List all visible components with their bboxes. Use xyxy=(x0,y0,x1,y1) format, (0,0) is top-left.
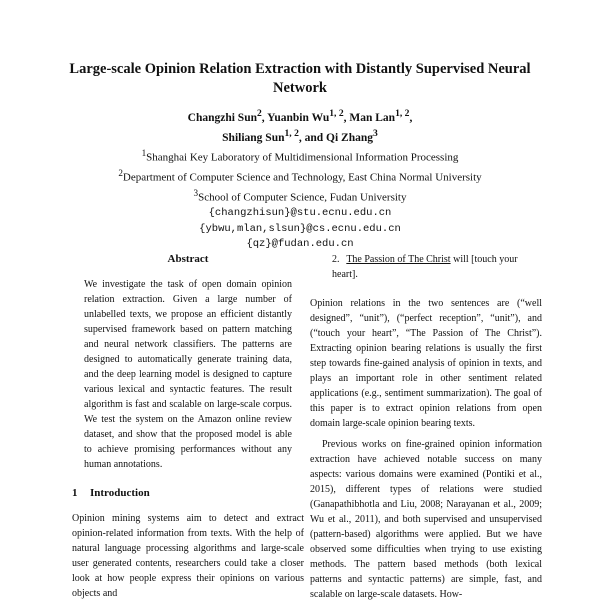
paper-title: Large-scale Opinion Relation Extraction with Distantly Supervised Neural Network xyxy=(69,61,531,96)
affiliation xyxy=(60,166,540,186)
example-sentence xyxy=(310,252,542,282)
affiliation-text: School of Computer Science, Fudan University xyxy=(198,191,407,204)
section-heading xyxy=(72,486,304,501)
author-list xyxy=(60,106,540,146)
body-paragraph: Opinion relations in the two sentences are (“well designed”, “unit”), (“perfect reception”, “unit”), and (“touch your heart”, “The Passion of The Christ”). Extracting opinion bearing relations is usually the first step towards fine-gained analysis of opinion in texts, and plays an important role in other sentiment related applications (e.g., sentiment summarization). The goal of this paper is to extract opinion relations from open domain large-scale opinion bearing texts. xyxy=(310,298,542,429)
author-affil-sup: 1, 2 xyxy=(329,108,344,119)
email: {qz}@fudan.edu.cn xyxy=(246,238,354,251)
affiliation-sup: 3 xyxy=(193,188,199,199)
affiliation-sup: 2 xyxy=(118,168,123,179)
intro-paragraph: Opinion mining systems aim to detect and extract opinion-related information from texts. With the help of natural language processing algorithms and large-scale user generated contents, researchers could take a closer look at how people express their opinions on various objects and xyxy=(72,513,304,599)
affiliation-text: Shanghai Key Laboratory of Multidimensional Information Processing xyxy=(146,151,459,164)
example-rest: will [touch your heart]. xyxy=(332,254,518,280)
affiliation xyxy=(60,186,540,206)
affiliation-text: Department of Computer Science and Technology, East China Normal University xyxy=(122,171,482,184)
author-name: Man Lan xyxy=(349,111,396,124)
affiliation xyxy=(60,146,540,166)
author-name: Changzhi Sun xyxy=(187,111,257,124)
affiliation-sup: 1 xyxy=(141,148,147,158)
email: {ybwu,mlan,slsun}@cs.ecnu.edu.cn xyxy=(199,222,401,235)
author-affil-sup: 1, 2 xyxy=(395,108,410,119)
author-conjunction: and xyxy=(304,131,324,144)
author-affil-sup: 3 xyxy=(373,127,378,139)
section-title: Introduction xyxy=(90,487,150,499)
section-number: 1 xyxy=(72,487,78,499)
abstract-heading: Abstract xyxy=(167,253,209,265)
author-name: Shiliang Sun xyxy=(222,131,285,144)
email: {changzhisun}@stu.ecnu.edu.cn xyxy=(208,207,392,220)
example-number: 2. xyxy=(332,254,340,265)
author-affil-sup: 1, 2 xyxy=(284,127,299,139)
body-paragraph: Previous works on fine-grained opinion information extraction have achieved notable success on many aspects: various domains were examined (Pontiki et al., 2015), different types of relations were studied (Ganapathibhotla and Liu, 2008; Narayanan et al., 2009; Wu et al., 2011), and both supervised and unsupervised (pattern-based) algorithms were applied. But we have observed some difficulties when trying to use existing methods. The pattern based methods (both lexical patterns and syntactic patterns) are simple, fast, and scalable on large-scale datasets. How- xyxy=(310,439,542,600)
author-name: Yuanbin Wu xyxy=(267,111,330,124)
affiliations xyxy=(60,146,540,253)
author-line-2: Shiliang Sun$^{1, 2}$, and Qi Zhang$^3$ xyxy=(222,127,378,144)
right-column xyxy=(310,252,542,602)
author-line-1: Changzhi Sun$^2$, Yuanbin Wu$^{1, 2}$, Man Lan$^{1, 2}$, xyxy=(187,108,413,124)
left-column xyxy=(72,252,304,601)
author-name: Qi Zhang xyxy=(326,131,374,144)
author-affil-sup: 2 xyxy=(257,108,262,119)
abstract-text: We investigate the task of open domain opinion relation extraction. Given a large number of unlabelled texts, we propose an efficient distantly supervised framework based on pattern matching and neural network classifiers. The patterns are designed to automatically generate training data, and the deep learning model is designed to capture various lexical and syntactic features. The result algorithm is fast and scalable on large-scale corpus. We test the system on the Amazon online review dataset, and show that the proposed model is able to achieve promising performances without any human annotations. xyxy=(84,279,292,470)
example-target: The Passion of The Christ xyxy=(346,254,451,265)
